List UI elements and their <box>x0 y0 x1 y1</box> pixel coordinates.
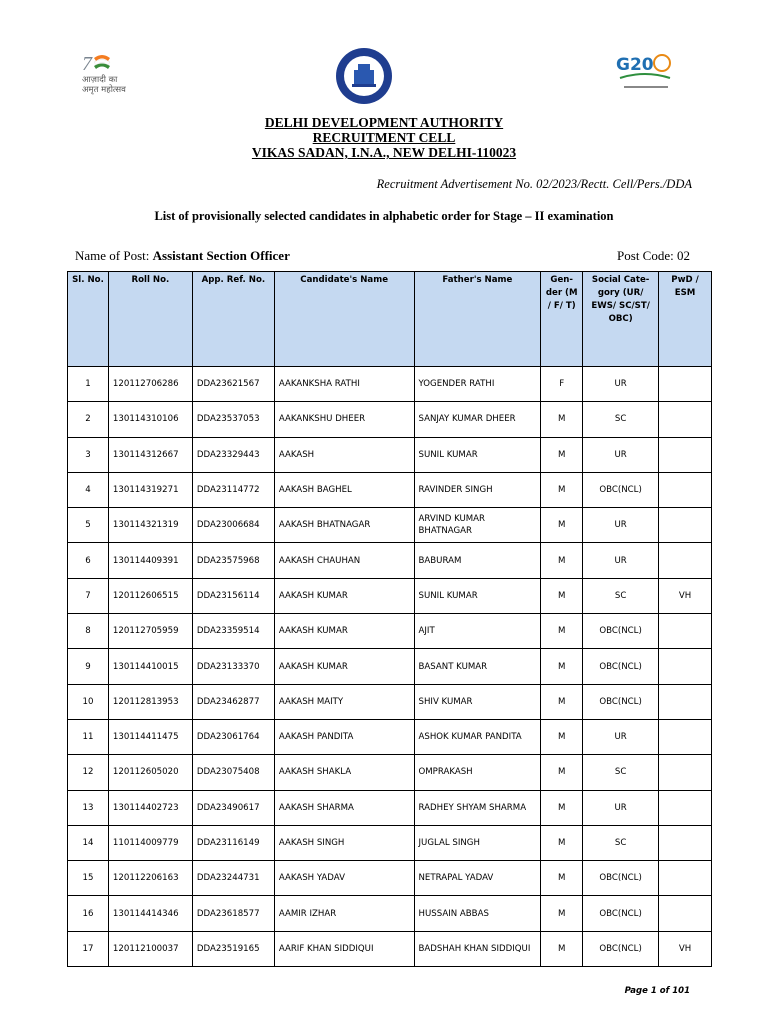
candidate-name-cell: AAKASH SHAKLA <box>274 755 414 790</box>
serial-number-cell: 17 <box>68 931 109 966</box>
recruitment-cell-title: RECRUITMENT CELL <box>312 130 456 145</box>
father-name-cell: HUSSAIN ABBAS <box>414 896 541 931</box>
list-title: List of provisionally selected candidates in alphabetic order for Stage – II examination <box>154 209 614 223</box>
category-cell: OBC(NCL) <box>583 614 659 649</box>
category-cell: UR <box>583 719 659 754</box>
column-header: Sl. No. <box>68 272 109 367</box>
pwd-esm-cell <box>659 543 712 578</box>
table-row <box>68 649 712 684</box>
column-header: Gen-der (M / F/ T) <box>541 272 583 367</box>
app-ref-cell: DDA23490617 <box>192 790 274 825</box>
page-prefix: Page <box>624 986 651 996</box>
app-ref-cell: DDA23244731 <box>192 861 274 896</box>
roll-number-cell: 130114409391 <box>108 543 192 578</box>
gender-cell: M <box>541 508 583 543</box>
father-name-cell: OMPRAKASH <box>414 755 541 790</box>
category-cell: OBC(NCL) <box>583 684 659 719</box>
candidate-name-cell: AAKASH SHARMA <box>274 790 414 825</box>
roll-number-cell: 130114312667 <box>108 437 192 472</box>
serial-number-cell: 6 <box>68 543 109 578</box>
g20-logo <box>610 48 680 100</box>
column-header: Roll No. <box>108 272 192 367</box>
candidate-name-cell: AAKASH CHAUHAN <box>274 543 414 578</box>
svg-text:अमृत महोत्सव: अमृत महोत्सव <box>82 85 126 95</box>
father-name-cell: RAVINDER SINGH <box>414 472 541 507</box>
table-row <box>68 861 712 896</box>
father-name-cell: NETRAPAL YADAV <box>414 861 541 896</box>
pwd-esm-cell <box>659 825 712 860</box>
candidate-name-cell: AAKASH MAITY <box>274 684 414 719</box>
azadi-ka-amrit-mahotsav-logo <box>80 50 140 96</box>
category-cell: UR <box>583 367 659 402</box>
pwd-esm-cell <box>659 790 712 825</box>
app-ref-cell: DDA23462877 <box>192 684 274 719</box>
app-ref-cell: DDA23618577 <box>192 896 274 931</box>
father-name-cell: BABURAM <box>414 543 541 578</box>
roll-number-cell: 120112206163 <box>108 861 192 896</box>
category-cell: UR <box>583 543 659 578</box>
pwd-esm-cell <box>659 367 712 402</box>
father-name-cell: SANJAY KUMAR DHEER <box>414 402 541 437</box>
serial-number-cell: 2 <box>68 402 109 437</box>
gender-cell: M <box>541 472 583 507</box>
candidate-name-cell: AAKASH <box>274 437 414 472</box>
father-name-cell: SHIV KUMAR <box>414 684 541 719</box>
column-header: Social Cate-gory (UR/ EWS/ SC/ST/ OBC) <box>583 272 659 367</box>
category-cell: SC <box>583 402 659 437</box>
roll-number-cell: 120112100037 <box>108 931 192 966</box>
father-name-cell: BADSHAH KHAN SIDDIQUI <box>414 931 541 966</box>
table-row <box>68 472 712 507</box>
category-cell: OBC(NCL) <box>583 931 659 966</box>
app-ref-cell: DDA23114772 <box>192 472 274 507</box>
roll-number-cell: 130114411475 <box>108 719 192 754</box>
dda-emblem-logo <box>334 46 394 106</box>
category-cell: UR <box>583 508 659 543</box>
address-title: VIKAS SADAN, I.N.A., NEW DELHI-110023 <box>251 145 517 160</box>
pwd-esm-cell <box>659 472 712 507</box>
table-row <box>68 790 712 825</box>
serial-number-cell: 9 <box>68 649 109 684</box>
category-cell: OBC(NCL) <box>583 861 659 896</box>
roll-number-cell: 130114414346 <box>108 896 192 931</box>
table-row <box>68 367 712 402</box>
app-ref-cell: DDA23061764 <box>192 719 274 754</box>
gender-cell: M <box>541 755 583 790</box>
gender-cell: M <box>541 402 583 437</box>
serial-number-cell: 10 <box>68 684 109 719</box>
roll-number-cell: 130114310106 <box>108 402 192 437</box>
app-ref-cell: DDA23537053 <box>192 402 274 437</box>
app-ref-cell: DDA23116149 <box>192 825 274 860</box>
pwd-esm-cell <box>659 719 712 754</box>
roll-number-cell: 130114410015 <box>108 649 192 684</box>
page-separator: of <box>656 986 673 996</box>
gender-cell: M <box>541 825 583 860</box>
serial-number-cell: 3 <box>68 437 109 472</box>
pwd-esm-cell <box>659 649 712 684</box>
post-name <box>75 248 290 264</box>
gender-cell: F <box>541 367 583 402</box>
roll-number-cell: 120112706286 <box>108 367 192 402</box>
table-row <box>68 719 712 754</box>
app-ref-cell: DDA23006684 <box>192 508 274 543</box>
father-name-cell: YOGENDER RATHI <box>414 367 541 402</box>
category-cell: UR <box>583 790 659 825</box>
candidate-name-cell: AAKASH KUMAR <box>274 649 414 684</box>
table-row <box>68 896 712 931</box>
table-row <box>68 437 712 472</box>
gender-cell: M <box>541 543 583 578</box>
category-cell: UR <box>583 437 659 472</box>
candidate-name-cell: AAKASH BAGHEL <box>274 472 414 507</box>
roll-number-cell: 130114402723 <box>108 790 192 825</box>
roll-number-cell: 120112605020 <box>108 755 192 790</box>
table-row <box>68 543 712 578</box>
serial-number-cell: 12 <box>68 755 109 790</box>
post-code: Post Code: 02 <box>617 248 690 263</box>
candidate-name-cell: AAKASH BHATNAGAR <box>274 508 414 543</box>
svg-text:आज़ादी का: आज़ादी का <box>82 75 118 85</box>
pwd-esm-cell: VH <box>659 931 712 966</box>
gender-cell: M <box>541 790 583 825</box>
post-name-label: Name of Post: <box>75 248 150 263</box>
roll-number-cell: 110114009779 <box>108 825 192 860</box>
app-ref-cell: DDA23621567 <box>192 367 274 402</box>
table-row <box>68 614 712 649</box>
father-name-cell: SUNIL KUMAR <box>414 437 541 472</box>
serial-number-cell: 1 <box>68 367 109 402</box>
column-header: App. Ref. No. <box>192 272 274 367</box>
page-total: 101 <box>672 986 690 996</box>
organization-title: DELHI DEVELOPMENT AUTHORITY <box>264 115 504 130</box>
table-row <box>68 825 712 860</box>
candidate-name-cell: AAKANKSHA RATHI <box>274 367 414 402</box>
pwd-esm-cell <box>659 684 712 719</box>
candidate-name-cell: AAKASH SINGH <box>274 825 414 860</box>
roll-number-cell: 120112606515 <box>108 578 192 613</box>
gender-cell: M <box>541 614 583 649</box>
candidate-name-cell: AAKANKSHU DHEER <box>274 402 414 437</box>
app-ref-cell: DDA23359514 <box>192 614 274 649</box>
gender-cell: M <box>541 896 583 931</box>
gender-cell: M <box>541 931 583 966</box>
table-row <box>68 931 712 966</box>
page-number <box>625 986 690 996</box>
candidate-name-cell: AAKASH YADAV <box>274 861 414 896</box>
candidate-name-cell: AARIF KHAN SIDDIQUI <box>274 931 414 966</box>
father-name-cell: ASHOK KUMAR PANDITA <box>414 719 541 754</box>
category-cell: OBC(NCL) <box>583 649 659 684</box>
pwd-esm-cell <box>659 402 712 437</box>
table-header-row <box>68 272 712 367</box>
serial-number-cell: 5 <box>68 508 109 543</box>
app-ref-cell: DDA23156114 <box>192 578 274 613</box>
category-cell: OBC(NCL) <box>583 896 659 931</box>
candidates-table <box>67 271 712 967</box>
category-cell: SC <box>583 825 659 860</box>
roll-number-cell: 130114321319 <box>108 508 192 543</box>
gender-cell: M <box>541 649 583 684</box>
father-name-cell: SUNIL KUMAR <box>414 578 541 613</box>
pwd-esm-cell <box>659 614 712 649</box>
serial-number-cell: 7 <box>68 578 109 613</box>
app-ref-cell: DDA23519165 <box>192 931 274 966</box>
father-name-cell: RADHEY SHYAM SHARMA <box>414 790 541 825</box>
column-header: Father's Name <box>414 272 541 367</box>
serial-number-cell: 16 <box>68 896 109 931</box>
candidate-name-cell: AAKASH PANDITA <box>274 719 414 754</box>
roll-number-cell: 130114319271 <box>108 472 192 507</box>
pwd-esm-cell <box>659 861 712 896</box>
table-row <box>68 755 712 790</box>
table-row <box>68 508 712 543</box>
father-name-cell: BASANT KUMAR <box>414 649 541 684</box>
category-cell: SC <box>583 755 659 790</box>
pwd-esm-cell: VH <box>659 578 712 613</box>
app-ref-cell: DDA23575968 <box>192 543 274 578</box>
father-name-cell: JUGLAL SINGH <box>414 825 541 860</box>
gender-cell: M <box>541 861 583 896</box>
father-name-cell: AJIT <box>414 614 541 649</box>
pwd-esm-cell <box>659 896 712 931</box>
serial-number-cell: 13 <box>68 790 109 825</box>
table-row <box>68 578 712 613</box>
serial-number-cell: 14 <box>68 825 109 860</box>
app-ref-cell: DDA23329443 <box>192 437 274 472</box>
roll-number-cell: 120112813953 <box>108 684 192 719</box>
roll-number-cell: 120112705959 <box>108 614 192 649</box>
serial-number-cell: 4 <box>68 472 109 507</box>
pwd-esm-cell <box>659 508 712 543</box>
gender-cell: M <box>541 578 583 613</box>
serial-number-cell: 15 <box>68 861 109 896</box>
pwd-esm-cell <box>659 755 712 790</box>
table-row <box>68 684 712 719</box>
advertisement-number: Recruitment Advertisement No. 02/2023/Rectt. Cell/Pers./DDA <box>376 177 692 191</box>
gender-cell: M <box>541 684 583 719</box>
candidate-name-cell: AAMIR IZHAR <box>274 896 414 931</box>
gender-cell: M <box>541 719 583 754</box>
column-header: Candidate's Name <box>274 272 414 367</box>
app-ref-cell: DDA23075408 <box>192 755 274 790</box>
candidate-name-cell: AAKASH KUMAR <box>274 578 414 613</box>
gender-cell: M <box>541 437 583 472</box>
svg-text:G20: G20 <box>616 55 654 75</box>
app-ref-cell: DDA23133370 <box>192 649 274 684</box>
table-body <box>68 367 712 967</box>
post-name-value: Assistant Section Officer <box>152 248 290 263</box>
category-cell: OBC(NCL) <box>583 472 659 507</box>
svg-text:7: 7 <box>82 53 92 75</box>
father-name-cell: ARVIND KUMAR BHATNAGAR <box>414 508 541 543</box>
column-header: PwD / ESM <box>659 272 712 367</box>
category-cell: SC <box>583 578 659 613</box>
serial-number-cell: 8 <box>68 614 109 649</box>
serial-number-cell: 11 <box>68 719 109 754</box>
page-current: 1 <box>650 986 657 996</box>
candidate-name-cell: AAKASH KUMAR <box>274 614 414 649</box>
table-row <box>68 402 712 437</box>
pwd-esm-cell <box>659 437 712 472</box>
